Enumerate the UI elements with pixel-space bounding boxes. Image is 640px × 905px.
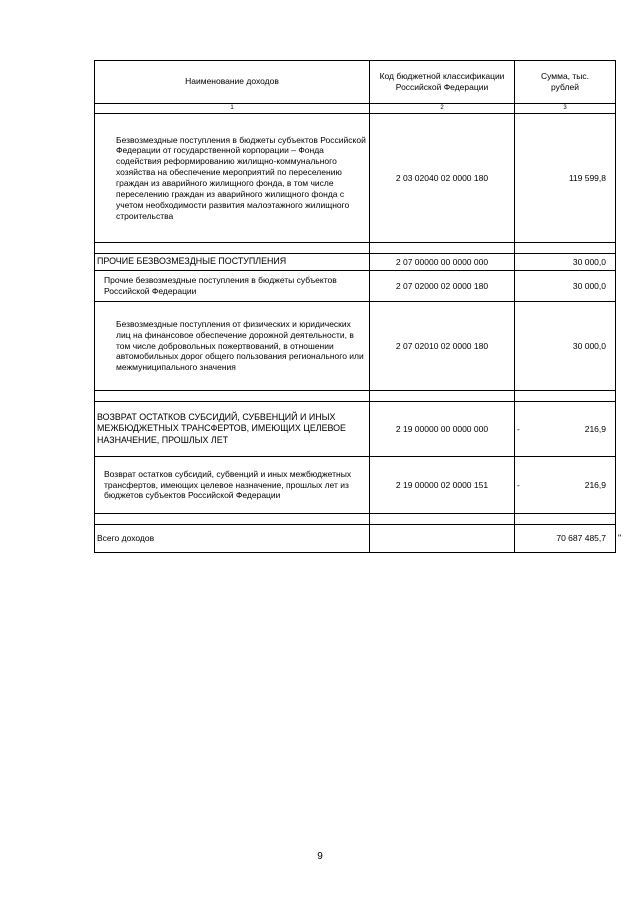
table-row — [95, 271, 616, 302]
row-amount-value: 216,9 — [584, 423, 606, 434]
table-row — [95, 302, 616, 391]
row-code: 2 07 00000 00 0000 000 — [370, 254, 515, 271]
spacer-row — [95, 243, 616, 254]
row-code: 2 19 00000 00 0000 000 — [370, 402, 515, 457]
column-number: 1 — [95, 104, 370, 114]
row-code: 2 07 02000 02 0000 180 — [370, 271, 515, 302]
row-name: Прочие безвозмездные поступления в бюджеты субъектов Российской Федерации — [95, 271, 370, 302]
row-amount: 30 000,0 — [515, 271, 616, 302]
row-name: Безвозмездные поступления от физических и юридических лиц на финансовое обеспечение дорожной деятельности, в том числе добровольных пожертвований, в отношении автомобильных дорог общего пользования регионального или межмуниципального значения — [95, 302, 370, 391]
row-name: ПРОЧИЕ БЕЗВОЗМЕЗДНЫЕ ПОСТУПЛЕНИЯ — [95, 254, 370, 271]
row-name: ВОЗВРАТ ОСТАТКОВ СУБСИДИЙ, СУБВЕНЦИЙ И ИНЫХ МЕЖБЮДЖЕТНЫХ ТРАНСФЕРТОВ, ИМЕЮЩИХ ЦЕЛЕВОЕ НАЗНАЧЕНИЕ, ПРОШЛЫХ ЛЕТ — [95, 402, 370, 457]
row-amount — [515, 402, 616, 457]
column-number: 2 — [370, 104, 515, 114]
row-amount: 119 599,8 — [515, 114, 616, 243]
closing-quote-mark: " — [618, 533, 622, 543]
negative-sign: - — [517, 479, 520, 490]
total-row — [95, 525, 616, 553]
table-row — [95, 114, 616, 243]
total-code-empty — [370, 525, 515, 553]
row-amount: 30 000,0 — [515, 302, 616, 391]
revenue-table — [94, 60, 616, 553]
row-amount — [515, 457, 616, 514]
row-name: Возврат остатков субсидий, субвенций и иных межбюджетных трансфертов, имеющих целевое назначение, прошлых лет из бюджетов субъектов Российской Федерации — [95, 457, 370, 514]
row-code: 2 19 00000 02 0000 151 — [370, 457, 515, 514]
spacer-row — [95, 514, 616, 525]
row-name: Безвозмездные поступления в бюджеты субъектов Российской Федерации от государственной корпорации – Фонда содействия реформированию жилищно-коммунального хозяйства на обеспечение мероприятий по переселению граждан из аварийного жилищного фонда, в том числе переселению граждан из аварийного жилищного фонда с учетом необходимости развития малоэтажного жилищного строительства — [95, 114, 370, 243]
row-amount-value: 216,9 — [584, 479, 606, 490]
table-row — [95, 457, 616, 514]
negative-sign: - — [517, 423, 520, 434]
table-header-row — [95, 61, 616, 104]
table-row — [95, 402, 616, 457]
row-amount: 30 000,0 — [515, 254, 616, 271]
spacer-row — [95, 391, 616, 402]
table-row — [95, 254, 616, 271]
column-number: 3 — [515, 104, 616, 114]
header-amount: Сумма, тыс. рублей — [515, 61, 616, 104]
total-amount: 70 687 485,7 — [515, 525, 616, 553]
row-code: 2 03 02040 02 0000 180 — [370, 114, 515, 243]
total-label: Всего доходов — [95, 525, 370, 553]
header-name: Наименование доходов — [95, 61, 370, 104]
row-code: 2 07 02010 02 0000 180 — [370, 302, 515, 391]
page-number: 9 — [317, 851, 323, 862]
column-number-row — [95, 104, 616, 114]
header-code: Код бюджетной классификации Российской Федерации — [370, 61, 515, 104]
